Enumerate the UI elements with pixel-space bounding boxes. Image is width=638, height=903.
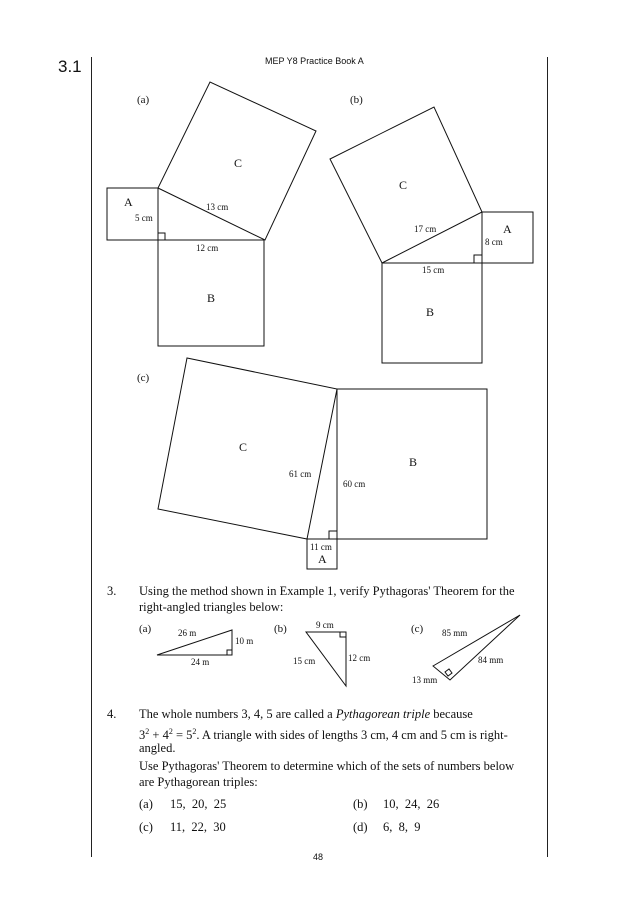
fig-c-label: (c) — [137, 372, 150, 384]
q4-line1 — [139, 706, 473, 722]
q4-option-b-value: 10, 24, 26 — [383, 797, 440, 811]
figure-c-squares — [158, 358, 487, 569]
q4-line1-post: because — [430, 707, 473, 721]
fig-b-label: (b) — [350, 94, 363, 106]
q4-eq-plus: + — [149, 728, 163, 743]
q4-option-b-label: (b) — [353, 797, 368, 811]
q4-option-d-value: 6, 8, 9 — [383, 820, 421, 834]
q3b-12cm: 12 cm — [348, 653, 371, 663]
q4-line5: are Pythagorean triples: — [139, 775, 258, 789]
q4-option-a-value: 15, 20, 25 — [170, 797, 227, 811]
fig-b-A: A — [503, 222, 512, 236]
fig-a-A: A — [124, 195, 133, 209]
q4-term: Pythagorean triple — [335, 707, 431, 721]
q4-eq-equals: = — [172, 728, 187, 743]
q3a-label: (a) — [139, 623, 152, 635]
fig-c-60cm: 60 cm — [343, 479, 366, 489]
q4-line1-pre: The whole numbers 3, 4, 5 are called a — [139, 707, 336, 721]
q4-line2-post: . A triangle with sides of lengths 3 cm, 4 cm and 5 cm is right- — [196, 728, 508, 743]
fig-a-B: B — [207, 291, 216, 305]
fig-c-B: B — [409, 455, 418, 469]
q3c-85mm: 85 mm — [442, 628, 468, 638]
q4-line3: angled. — [139, 741, 176, 755]
section-number: 3.1 — [58, 57, 82, 76]
fig-c-61cm: 61 cm — [289, 469, 312, 479]
page-number: 48 — [313, 852, 324, 862]
fig-b-B: B — [426, 305, 435, 319]
fig-b-15cm: 15 cm — [422, 265, 445, 275]
q4-option-c-label: (c) — [139, 820, 153, 834]
q3b-9cm: 9 cm — [316, 620, 334, 630]
q4-number: 4. — [107, 707, 117, 721]
fig-c-C: C — [239, 440, 248, 454]
q4-option-a-label: (a) — [139, 797, 153, 811]
q4-eq-exp1: 2 — [145, 727, 150, 736]
q4-eq-exp3: 2 — [192, 727, 197, 736]
q4-option-c-value: 11, 22, 30 — [170, 820, 226, 834]
q3a-26m: 26 m — [178, 628, 197, 638]
q3b-15cm: 15 cm — [293, 656, 316, 666]
fig-b-C: C — [399, 178, 408, 192]
q3b-label: (b) — [274, 623, 287, 635]
q3c-label: (c) — [411, 623, 424, 635]
q3-text-line2: right-angled triangles below: — [139, 600, 284, 614]
fig-b-17cm: 17 cm — [414, 224, 437, 234]
q4-option-d-label: (d) — [353, 820, 368, 834]
q3-triangles — [0, 610, 638, 690]
q3-text-line1: Using the method shown in Example 1, verify Pythagoras' Theorem for the — [139, 584, 515, 598]
fig-c-A: A — [318, 552, 327, 566]
q4-eq-base3: 5 — [186, 728, 193, 743]
q4-line4: Use Pythagoras' Theorem to determine which of the sets of numbers below — [139, 759, 515, 773]
q3-number: 3. — [107, 584, 117, 598]
q3c-13mm: 13 mm — [412, 675, 438, 685]
q4-line2 — [139, 724, 508, 743]
q4-eq-base1: 3 — [139, 728, 146, 743]
fig-c-11cm: 11 cm — [310, 542, 332, 552]
q3a-24m: 24 m — [191, 657, 210, 667]
q4-eq-exp2: 2 — [168, 727, 173, 736]
q4-eq-base2: 4 — [162, 728, 169, 743]
fig-b-8cm: 8 cm — [485, 237, 503, 247]
fig-a-label: (a) — [137, 94, 150, 106]
book-title: MEP Y8 Practice Book A — [265, 56, 364, 66]
fig-a-12cm: 12 cm — [196, 243, 219, 253]
q3a-10m: 10 m — [235, 636, 254, 646]
fig-a-13cm: 13 cm — [206, 202, 229, 212]
fig-a-C: C — [234, 156, 243, 170]
fig-a-5cm: 5 cm — [135, 213, 153, 223]
q3c-84mm: 84 mm — [478, 655, 504, 665]
